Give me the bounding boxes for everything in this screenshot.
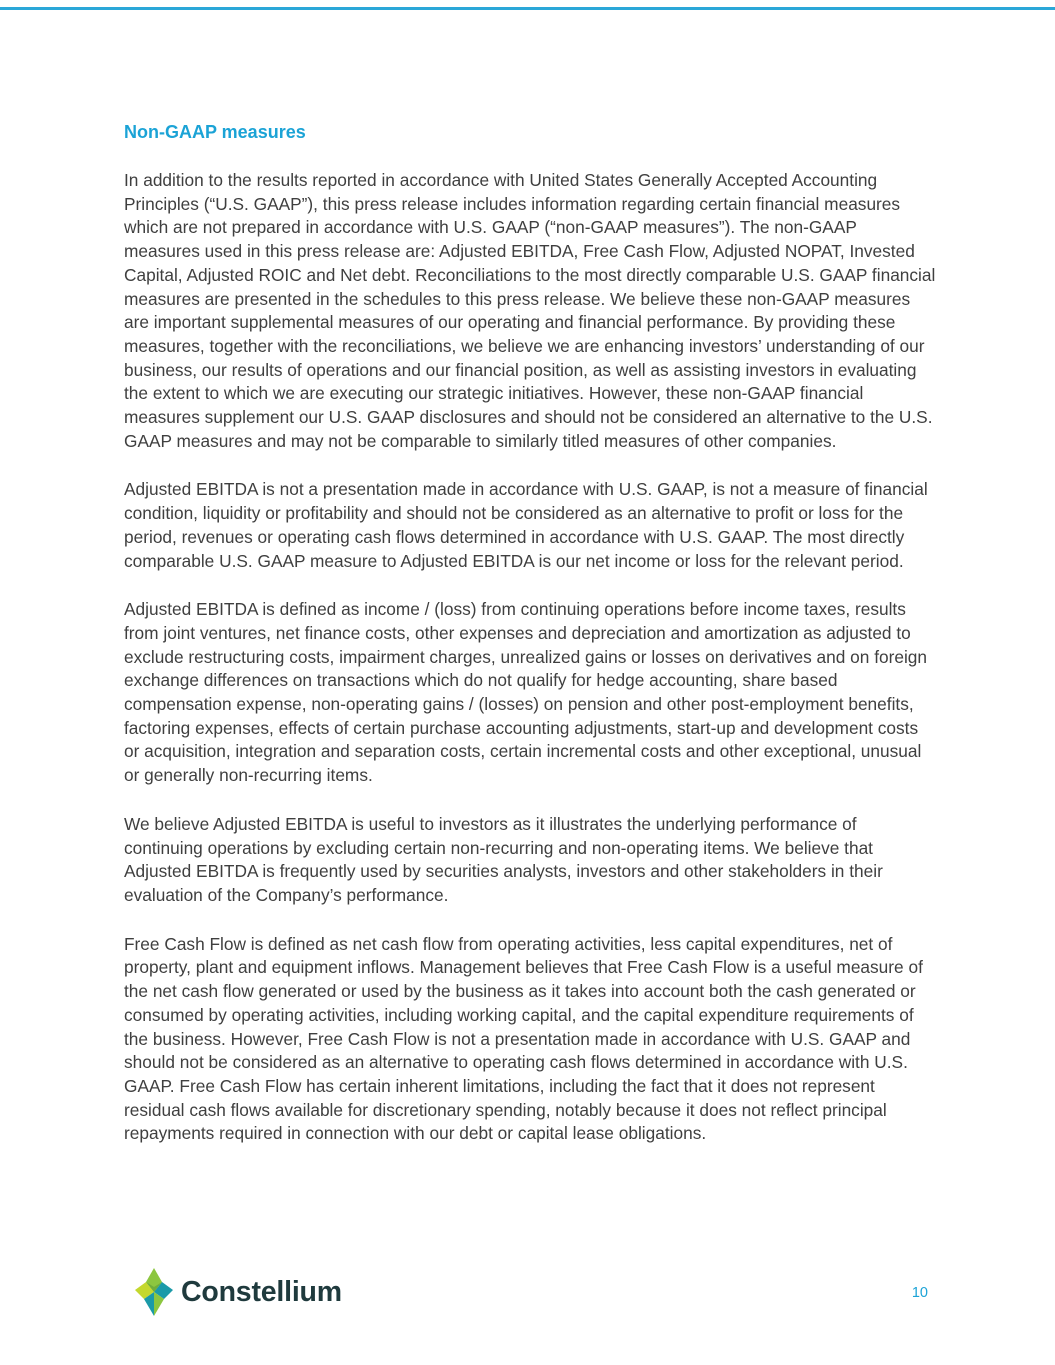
section-heading: Non-GAAP measures bbox=[124, 122, 306, 142]
paragraph-non-gaap-intro: In addition to the results reported in accordance with United States Generally Accepted Accounting Principles (“U.S. GAAP”), this press release includes information regarding certain financial measures which are not prepared in accordance with U.S. GAAP (“non-GAAP measures”). The non-GAAP measures used in this press release are: Adjusted EBITDA, Free Cash Flow, Adjusted NOPAT, Invested Capital, Adjusted ROIC and Net debt. Reconciliations to the most directly comparable U.S. GAAP financial measures are presented in the schedules to this press release. We believe these non-GAAP measures are important supplemental measures of our operating and financial performance. By providing these measures, together with the reconciliations, we believe we are enhancing investors’ understanding of our business, our results of operations and our financial position, as well as assisting investors in evaluating the extent to which we are executing our strategic initiatives. However, these non-GAAP financial measures supplement our U.S. GAAP disclosures and should not be considered an alternative to the U.S. GAAP measures and may not be comparable to similarly titled measures of other companies. bbox=[124, 170, 936, 451]
constellium-logo bbox=[128, 1261, 349, 1323]
paragraph-adjusted-ebitda-definition: Adjusted EBITDA is defined as income / (loss) from continuing operations before income taxes, results from joint ventures, net finance costs, other expenses and depreciation and amortization as adjusted to exclude restructuring costs, impairment charges, unrealized gains or losses on derivatives and on foreign exchange differences on transactions which do not qualify for hedge accounting, share based compensation expense, non-operating gains / (losses) on pension and other post-employment benefits, factoring expenses, effects of certain purchase accounting adjustments, start-up and development costs or acquisition, integration and separation costs, certain incremental costs and other exceptional, unusual or generally non-recurring items. bbox=[124, 599, 928, 786]
logo-wordmark: Constellium bbox=[181, 1275, 342, 1308]
paragraph-adjusted-ebitda-disclaimer: Adjusted EBITDA is not a presentation made in accordance with U.S. GAAP, is not a measure of financial condition, liquidity or profitability and should not be considered as an alternative to profit or loss for the period, revenues or operating cash flows determined in accordance with U.S. GAAP. The most directly comparable U.S. GAAP measure to Adjusted EBITDA is our net income or loss for the relevant period. bbox=[124, 479, 928, 571]
constellium-logo-mark-icon bbox=[135, 1268, 173, 1316]
document-body bbox=[124, 120, 936, 1146]
top-accent-rule bbox=[0, 7, 1055, 10]
paragraph-adjusted-ebitda-usefulness: We believe Adjusted EBITDA is useful to investors as it illustrates the underlying performance of continuing operations by excluding certain non-recurring and non-operating items. We believe that Adjusted EBITDA is frequently used by securities analysts, investors and other stakeholders in their evaluation of the Company’s performance. bbox=[124, 813, 883, 905]
page-number: 10 bbox=[911, 1285, 928, 1301]
paragraph-free-cash-flow: Free Cash Flow is defined as net cash flow from operating activities, less capital expenditures, net of property, plant and equipment inflows. Management believes that Free Cash Flow is a useful measure of the net cash flow generated or used by the business as it takes into account both the cash generated or consumed by operating activities, including working capital, and the capital expenditure requirements of the business. However, Free Cash Flow is not a presentation made in accordance with U.S. GAAP and should not be considered as an alternative to operating cash flows determined in accordance with U.S. GAAP. Free Cash Flow has certain inherent limitations, including the fact that it does not represent residual cash flows available for discretionary spending, notably because it does not reflect principal repayments required in connection with our debt or capital lease obligations. bbox=[124, 933, 923, 1144]
